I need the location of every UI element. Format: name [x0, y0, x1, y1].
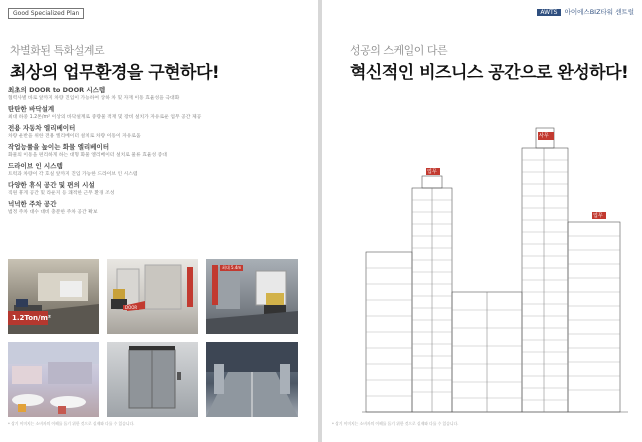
feature-body: 최대 하중 1.2톤/m² 이상의 바닥설계로 중량물 적재 및 장비 설치가 자유로운 업무 공간 제공 [8, 115, 202, 120]
elevator-illustration [107, 342, 198, 417]
feature-item [8, 200, 308, 216]
feature-item [8, 181, 308, 197]
feature-heading: 드라이브 인 시스템 [8, 162, 63, 170]
loading-bay-photo [8, 259, 99, 334]
left-page [0, 0, 318, 442]
load-capacity-label: 1.2Ton/m² [12, 314, 51, 322]
door-illustration [107, 259, 198, 334]
feature-heading: 작업능률을 높이는 화물 엘리베이터 [8, 143, 109, 151]
feature-item [8, 86, 308, 102]
door-photo [107, 259, 198, 334]
feature-body: 차량 운반을 위한 전용 엘리베이터 설치로 차량 이동이 자유로움 [8, 134, 141, 139]
feature-body: 트럭과 차량이 각 호실 앞까지 진입 가능한 드라이브 인 시스템 [8, 172, 138, 177]
feature-body: 협력사별 바로 앞까지 차량 진입이 가능하여 상하 차 및 자재 이동 효율성을 극대화 [8, 96, 180, 101]
feature-item [8, 124, 308, 140]
feature-heading: 탄탄한 바닥설계 [8, 105, 55, 113]
left-subtitle: 차별화된 특화설계로 [10, 44, 105, 57]
feature-item [8, 162, 308, 178]
feature-item [8, 105, 308, 121]
feature-item [8, 143, 308, 159]
tower-label: 업무 [427, 169, 437, 175]
tower-label: 사무 [539, 133, 549, 139]
loading-bay-illustration [8, 259, 99, 334]
section-tag: Good Specialized Plan [8, 8, 84, 19]
right-subtitle: 성공의 스케일이 다른 [350, 44, 448, 57]
parking-illustration [206, 342, 298, 417]
tower-label: 업무 [593, 213, 603, 219]
right-caption: * 상기 이미지는 소비자의 이해를 돕기 위한 것으로 실제와 다를 수 있습니다. [332, 421, 459, 426]
parking-photo [206, 342, 298, 417]
feature-heading: 최초의 DOOR to DOOR 시스템 [8, 86, 106, 94]
right-page [322, 0, 642, 442]
feature-body: 직원 휴게 공간 및 라운지 등 쾌적한 근무 환경 조성 [8, 191, 115, 196]
right-title: 혁신적인 비즈니스 공간으로 완성하다! [350, 63, 629, 83]
lounge-photo [8, 342, 99, 417]
building-section-drawing [322, 0, 642, 442]
brand-name: 아이에스BIZ타워 센트럴 [564, 8, 634, 16]
elevator-photo [107, 342, 198, 417]
left-title: 최상의 업무환경을 구현하다! [10, 63, 220, 83]
feature-body: 법정 주차 대수 대비 충분한 주차 공간 확보 [8, 210, 98, 215]
feature-body: 화물의 이동을 편리하게 하는 대형 화물 엘리베이터 설치로 물류 효율성 증대 [8, 153, 167, 158]
feature-heading: 넉넉한 주차 공간 [8, 200, 57, 208]
left-caption: * 상기 이미지는 소비자의 이해를 돕기 위한 것으로 실제와 다를 수 있습니다. [8, 421, 135, 426]
warehouse-photo [206, 259, 298, 334]
lounge-illustration [8, 342, 99, 417]
feature-heading: 전용 자동차 엘리베이터 [8, 124, 76, 132]
door-label: DOOR [125, 305, 138, 310]
feature-heading: 다양한 휴식 공간 및 편의 시설 [8, 181, 95, 189]
feature-list [8, 86, 308, 219]
brand-badge: AWTS [537, 9, 560, 16]
ceiling-height-label: 최대 5.4m [222, 265, 242, 270]
